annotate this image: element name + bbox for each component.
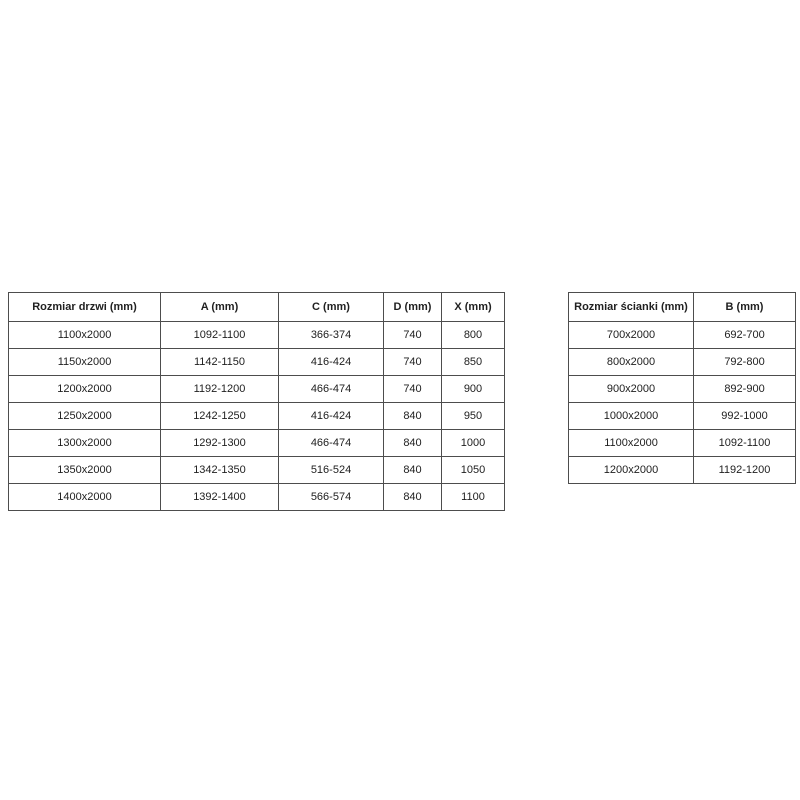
- table-row: [569, 403, 796, 430]
- table-cell: 1092-1100: [694, 430, 796, 457]
- column-header: Rozmiar ścianki (mm): [569, 293, 694, 322]
- table-cell: 900: [442, 376, 505, 403]
- table-row: [569, 349, 796, 376]
- table-cell: 1392-1400: [161, 484, 279, 511]
- table-cell: 700x2000: [569, 322, 694, 349]
- table-cell: 1100x2000: [569, 430, 694, 457]
- table-cell: 1142-1150: [161, 349, 279, 376]
- table-cell: 1000x2000: [569, 403, 694, 430]
- table-cell: 1200x2000: [9, 376, 161, 403]
- table-cell: 740: [384, 349, 442, 376]
- table-cell: 1400x2000: [9, 484, 161, 511]
- table-cell: 1300x2000: [9, 430, 161, 457]
- table-row: [9, 430, 505, 457]
- column-header: C (mm): [279, 293, 384, 322]
- header-row: [569, 293, 796, 322]
- column-header: D (mm): [384, 293, 442, 322]
- table-cell: 516-524: [279, 457, 384, 484]
- table-cell: 900x2000: [569, 376, 694, 403]
- table-cell: 840: [384, 457, 442, 484]
- table-cell: 740: [384, 376, 442, 403]
- table-cell: 366-374: [279, 322, 384, 349]
- table-cell: 1342-1350: [161, 457, 279, 484]
- column-header: X (mm): [442, 293, 505, 322]
- table-cell: 466-474: [279, 430, 384, 457]
- table-cell: 1200x2000: [569, 457, 694, 484]
- column-header: A (mm): [161, 293, 279, 322]
- table-cell: 566-574: [279, 484, 384, 511]
- table-cell: 840: [384, 403, 442, 430]
- header-row: [9, 293, 505, 322]
- table-cell: 992-1000: [694, 403, 796, 430]
- table-cell: 950: [442, 403, 505, 430]
- table-cell: 740: [384, 322, 442, 349]
- table-row: [569, 430, 796, 457]
- table-cell: 1242-1250: [161, 403, 279, 430]
- table-cell: 692-700: [694, 322, 796, 349]
- table-cell: 1100x2000: [9, 322, 161, 349]
- table-row: [9, 349, 505, 376]
- table-row: [9, 376, 505, 403]
- table-row: [9, 403, 505, 430]
- door-size-table: [8, 292, 505, 511]
- table-row: [569, 457, 796, 484]
- table-cell: 792-800: [694, 349, 796, 376]
- table-row: [569, 376, 796, 403]
- table-cell: 892-900: [694, 376, 796, 403]
- table-cell: 1192-1200: [694, 457, 796, 484]
- table-cell: 800x2000: [569, 349, 694, 376]
- table-cell: 416-424: [279, 349, 384, 376]
- table-cell: 1292-1300: [161, 430, 279, 457]
- table-cell: 850: [442, 349, 505, 376]
- wall-size-table: [568, 292, 796, 484]
- table-cell: 1250x2000: [9, 403, 161, 430]
- table-cell: 466-474: [279, 376, 384, 403]
- table-cell: 1150x2000: [9, 349, 161, 376]
- table-row: [9, 322, 505, 349]
- table-row: [569, 322, 796, 349]
- table-cell: 416-424: [279, 403, 384, 430]
- table-cell: 1050: [442, 457, 505, 484]
- table-cell: 1092-1100: [161, 322, 279, 349]
- column-header: B (mm): [694, 293, 796, 322]
- table-cell: 840: [384, 484, 442, 511]
- table-row: [9, 457, 505, 484]
- table-cell: 1350x2000: [9, 457, 161, 484]
- table-cell: 1192-1200: [161, 376, 279, 403]
- table-cell: 1100: [442, 484, 505, 511]
- table-cell: 800: [442, 322, 505, 349]
- table-cell: 1000: [442, 430, 505, 457]
- table-row: [9, 484, 505, 511]
- table-cell: 840: [384, 430, 442, 457]
- column-header: Rozmiar drzwi (mm): [9, 293, 161, 322]
